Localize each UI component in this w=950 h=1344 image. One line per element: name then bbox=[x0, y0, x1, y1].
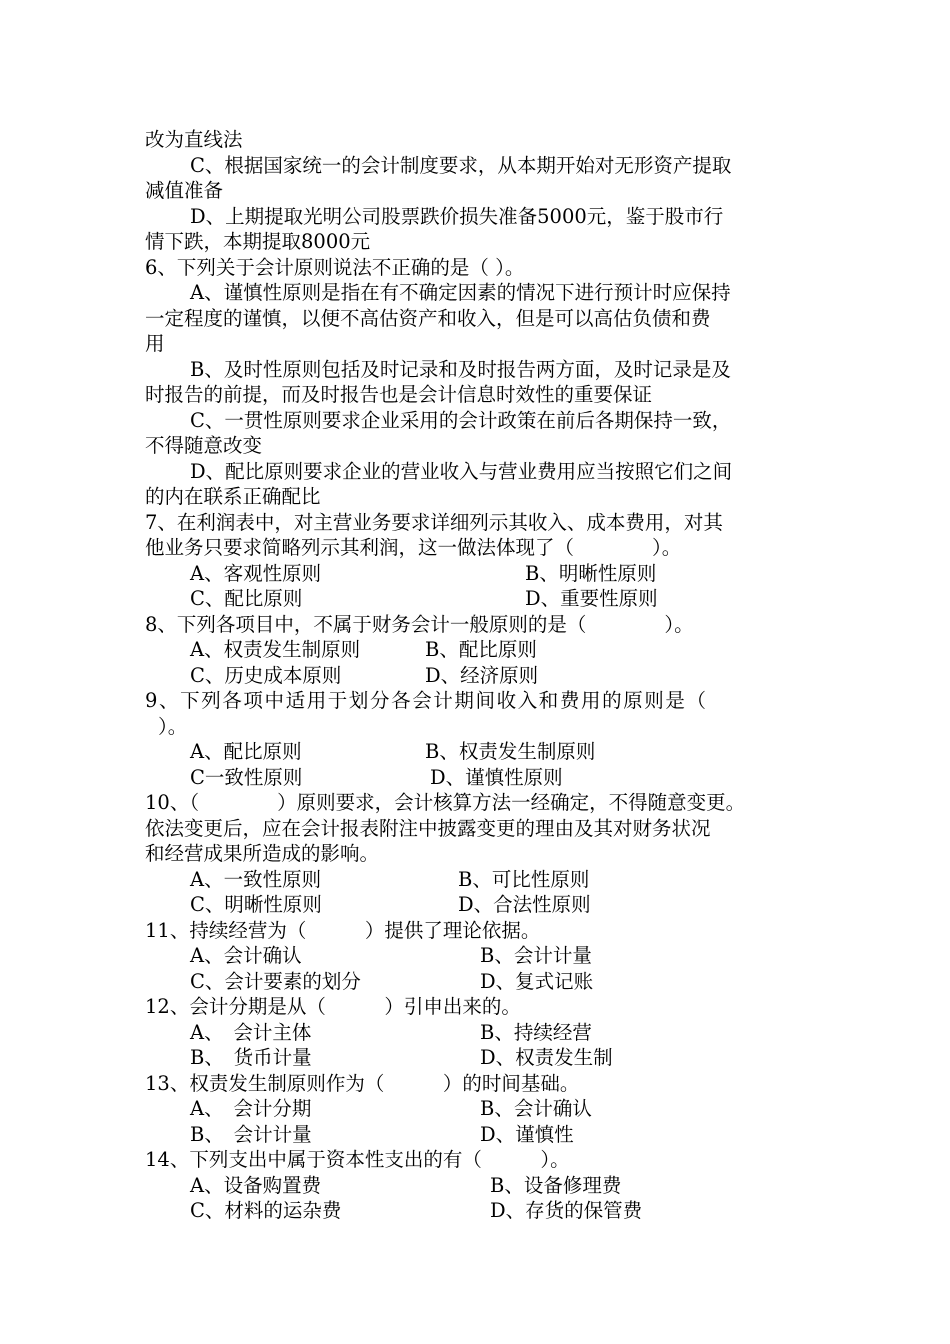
options-row-q14 bbox=[145, 1198, 825, 1224]
question-11: 11、持续经营为（ ）提供了理论依据。 bbox=[145, 919, 541, 942]
options-row-q8 bbox=[145, 663, 825, 689]
option-c: C、历史成本原则 bbox=[190, 664, 342, 687]
option-c: C、材料的运杂费 bbox=[190, 1199, 342, 1222]
option-d: D、重要性原则 bbox=[525, 587, 658, 610]
question-14: 14、下列支出中属于资本性支出的有（ ）。 bbox=[145, 1148, 570, 1171]
option-a: A、 会计分期 bbox=[190, 1097, 312, 1120]
option-b: B、持续经营 bbox=[480, 1021, 592, 1044]
text-line: 情下跌，本期提取8000元 bbox=[145, 230, 371, 253]
options-row-q9 bbox=[145, 765, 825, 791]
options-row-q9 bbox=[145, 739, 825, 765]
option-c: C、会计要素的划分 bbox=[190, 970, 361, 993]
question-10: 10、（ ）原则要求，会计核算方法一经确定，不得随意变更。 bbox=[145, 791, 746, 814]
option-d: D、复式记账 bbox=[480, 970, 594, 993]
option-b: B、设备修理费 bbox=[490, 1174, 622, 1197]
option-b2: B、 货币计量 bbox=[190, 1046, 312, 1069]
question-6: 6、下列关于会计原则说法不正确的是（ ）。 bbox=[145, 256, 525, 279]
option-b: B、明晰性原则 bbox=[525, 562, 657, 585]
options-row-q10 bbox=[145, 892, 825, 918]
text-line: 用 bbox=[145, 332, 165, 355]
text-line: 减值准备 bbox=[145, 179, 224, 202]
option-b: B、权责发生制原则 bbox=[425, 740, 596, 763]
option-d-q6: D、配比原则要求企业的营业收入与营业费用应当按照它们之间 bbox=[190, 460, 733, 483]
option-d-q5: D、上期提取光明公司股票跌价损失准备5000元，鉴于股市行 bbox=[190, 205, 724, 228]
options-row-q7 bbox=[145, 586, 825, 612]
option-d: D、谨慎性原则 bbox=[430, 766, 563, 789]
options-row-q13 bbox=[145, 1122, 825, 1148]
option-d: D、存货的保管费 bbox=[490, 1199, 643, 1222]
text-line: 依法变更后，应在会计报表附注中披露变更的理由及其对财务状况 bbox=[145, 817, 711, 840]
text-line: 改为直线法 bbox=[145, 128, 243, 151]
question-12: 12、会计分期是从（ ）引申出来的。 bbox=[145, 995, 521, 1018]
option-b: B、会计计量 bbox=[480, 944, 592, 967]
option-c: C、配比原则 bbox=[190, 587, 303, 610]
option-b2: B、 会计计量 bbox=[190, 1123, 312, 1146]
option-c-q6: C、一贯性原则要求企业采用的会计政策在前后各期保持一致， bbox=[190, 409, 732, 432]
option-b: B、会计确认 bbox=[480, 1097, 592, 1120]
text-line: ）。 bbox=[158, 715, 188, 738]
text-line: 不得随意改变 bbox=[145, 434, 263, 457]
text-line: 他业务只要求简略列示其利润，这一做法体现了（ ）。 bbox=[145, 536, 682, 559]
question-8: 8、下列各项目中，不属于财务会计一般原则的是（ ）。 bbox=[145, 613, 694, 636]
text-line: 的内在联系正确配比 bbox=[145, 485, 321, 508]
option-a: A、配比原则 bbox=[190, 740, 302, 763]
options-row-q12 bbox=[145, 1045, 825, 1071]
options-row-q11 bbox=[145, 943, 825, 969]
question-7: 7、在利润表中，对主营业务要求详细列示其收入、成本费用，对其 bbox=[145, 511, 723, 534]
option-d: D、谨慎性 bbox=[480, 1123, 574, 1146]
question-9: 9、下列各项中适用于划分各会计期间收入和费用的原则是（ bbox=[145, 689, 708, 712]
options-row-q14 bbox=[145, 1173, 825, 1199]
option-d: D、合法性原则 bbox=[458, 893, 591, 916]
option-a-q6: A、谨慎性原则是指在有不确定因素的情况下进行预计时应保持 bbox=[190, 281, 731, 304]
text-line: 时报告的前提，而及时报告也是会计信息时效性的重要保证 bbox=[145, 383, 653, 406]
text-line: 和经营成果所造成的影响。 bbox=[145, 842, 380, 865]
option-d: D、经济原则 bbox=[425, 664, 539, 687]
options-row-q7 bbox=[145, 561, 825, 587]
options-row-q10 bbox=[145, 867, 825, 893]
option-a: A、 会计主体 bbox=[190, 1021, 312, 1044]
option-a: A、权责发生制原则 bbox=[190, 638, 361, 661]
option-b: B、配比原则 bbox=[425, 638, 537, 661]
options-row-q12 bbox=[145, 1020, 825, 1046]
option-a: A、一致性原则 bbox=[190, 868, 322, 891]
option-b: B、可比性原则 bbox=[458, 868, 590, 891]
options-row-q11 bbox=[145, 969, 825, 995]
question-13: 13、权责发生制原则作为（ ）的时间基础。 bbox=[145, 1072, 580, 1095]
options-row-q13 bbox=[145, 1096, 825, 1122]
option-c: C、明晰性原则 bbox=[190, 893, 322, 916]
option-a: A、客观性原则 bbox=[190, 562, 322, 585]
option-c-q5: C、根据国家统一的会计制度要求，从本期开始对无形资产提取 bbox=[190, 154, 732, 177]
option-b-q6: B、及时性原则包括及时记录和及时报告两方面，及时记录是及 bbox=[190, 358, 731, 381]
options-row-q8 bbox=[145, 637, 825, 663]
option-c: C一致性原则 bbox=[190, 766, 303, 789]
option-d: D、权责发生制 bbox=[480, 1046, 613, 1069]
text-line: 一定程度的谨慎，以便不高估资产和收入，但是可以高估负债和费 bbox=[145, 307, 711, 330]
option-a: A、设备购置费 bbox=[190, 1174, 322, 1197]
option-a: A、会计确认 bbox=[190, 944, 302, 967]
